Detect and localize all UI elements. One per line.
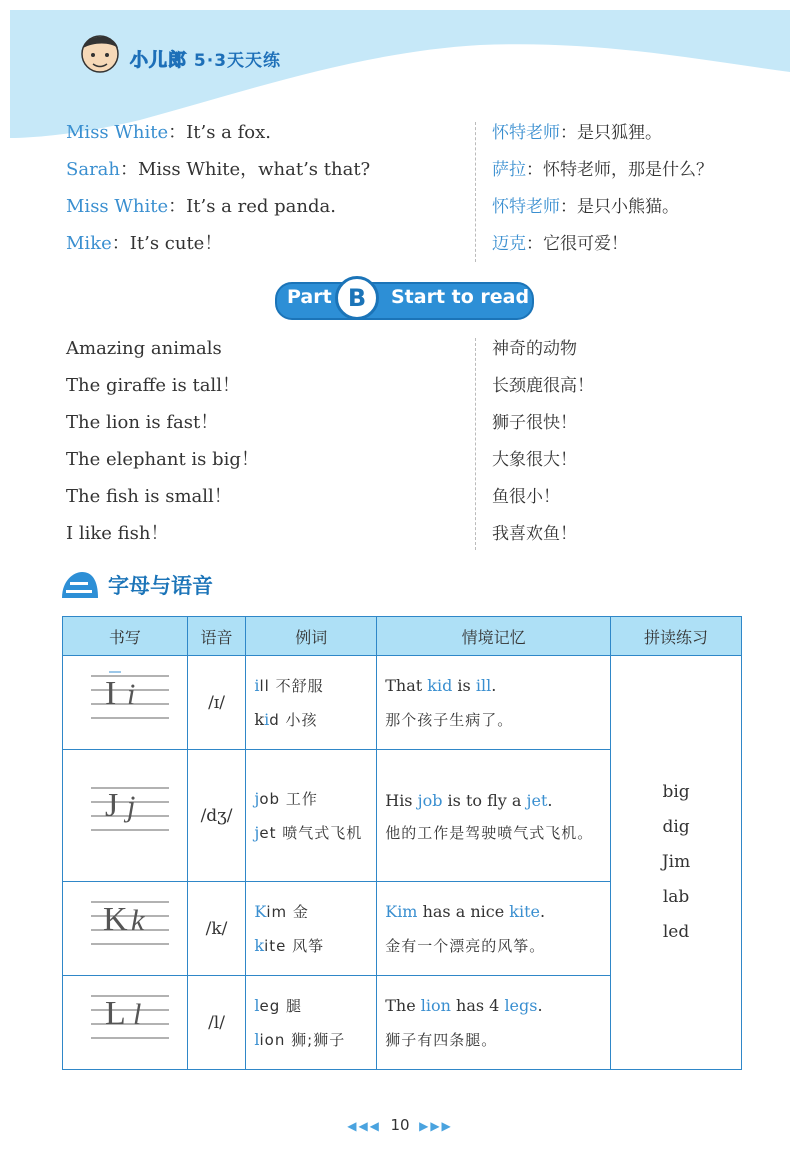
line-text-cn: ：怀特老师，那是什么？ — [526, 160, 713, 180]
handwriting-lines-icon — [65, 770, 185, 850]
line-text: ：It’s cute！ — [111, 233, 223, 254]
reading-en: The giraffe is tall！ — [66, 375, 240, 396]
memory-cn: 狮子有四条腿。 — [385, 1030, 498, 1049]
reading-cn: 鱼很小！ — [492, 487, 560, 507]
reading-cn: 长颈鹿很高！ — [492, 376, 594, 396]
memory-highlight: legs — [504, 995, 538, 1015]
speaker-name-cn: 怀特老师 — [492, 197, 560, 217]
writing-cell — [63, 882, 188, 976]
memory-text: The — [385, 995, 421, 1015]
line-text: ：It’s a fox. — [168, 122, 271, 143]
dialogue-section — [66, 118, 746, 266]
arrows-right-icon: ▶▶▶ — [419, 1119, 453, 1133]
memory-text: . — [540, 901, 546, 921]
example-rest: im 金 — [266, 902, 309, 921]
header-writing: 书写 — [63, 617, 188, 656]
memory-cell — [377, 882, 611, 976]
examples-cell — [246, 750, 377, 882]
handwriting-lines-icon — [65, 982, 185, 1052]
example-rest: et 喷气式飞机 — [259, 823, 363, 842]
memory-text: . — [537, 995, 543, 1015]
reading-line — [66, 371, 746, 408]
letter-lower: k — [130, 903, 145, 937]
spelling-word: Jim — [661, 852, 691, 872]
memory-text: is — [452, 675, 476, 695]
reading-line — [66, 445, 746, 482]
table-header-row — [63, 617, 742, 656]
memory-cn: 金有一个漂亮的风筝。 — [385, 936, 546, 955]
spelling-word: dig — [662, 817, 690, 837]
reading-line — [66, 334, 746, 371]
reading-cn: 大象很大！ — [492, 450, 577, 470]
page-number-text: 10 — [390, 1116, 410, 1134]
part-letter: B — [335, 276, 379, 320]
reading-cn: 我喜欢鱼！ — [492, 524, 577, 544]
speaker-name-cn: 怀特老师 — [492, 123, 560, 143]
writing-cell — [63, 750, 188, 882]
dialogue-line — [66, 229, 746, 266]
spelling-cell — [611, 656, 742, 1070]
reading-en: The fish is small！ — [66, 486, 232, 507]
letter-upper: J — [104, 786, 119, 824]
memory-highlight: lion — [420, 995, 451, 1015]
phonetic-cell: /k/ — [187, 882, 246, 976]
writing-cell — [63, 656, 188, 750]
handwriting-lines-icon — [65, 888, 185, 958]
memory-cn: 他的工作是驾驶喷气式飞机。 — [385, 823, 594, 842]
line-text-cn: ：它很可爱！ — [526, 234, 628, 254]
example-highlight: j — [254, 788, 260, 808]
reading-en: Amazing animals — [66, 338, 222, 359]
header-examples: 例词 — [246, 617, 377, 656]
memory-highlight: Kim — [385, 901, 418, 921]
example-plain: k — [254, 709, 265, 729]
line-text-cn: ：是只小熊猫。 — [560, 197, 679, 217]
example-highlight: l — [254, 1029, 260, 1049]
memory-highlight: kid — [427, 675, 453, 695]
speaker-name: Miss White — [66, 196, 169, 217]
reading-cn: 狮子很快！ — [492, 413, 577, 433]
memory-text: is to fly a — [442, 790, 527, 810]
phonetic-cell: /dʒ/ — [187, 750, 246, 882]
letter-lower: j — [126, 789, 136, 823]
memory-cell — [377, 976, 611, 1070]
letter-lower: l — [132, 997, 142, 1031]
memory-highlight: kite — [509, 901, 540, 921]
line-text: ：Miss White，what’s that? — [120, 159, 371, 180]
letter-upper: L — [104, 994, 126, 1032]
reading-en: I like fish！ — [66, 523, 169, 544]
page-number — [0, 1116, 800, 1134]
line-text: ：It’s a red panda. — [168, 196, 336, 217]
example-highlight: j — [254, 822, 260, 842]
part-title: Start to read — [391, 286, 530, 308]
memory-text: has a nice — [417, 901, 510, 921]
writing-cell — [63, 976, 188, 1070]
reading-line — [66, 519, 746, 556]
example-highlight: i — [264, 709, 270, 729]
section-title-text: 字母与语音 — [108, 574, 213, 598]
part-label: Part — [287, 286, 332, 308]
speaker-name: Sarah — [66, 159, 120, 180]
example-rest: ion 狮;狮子 — [259, 1030, 346, 1049]
example-rest: eg 腿 — [259, 996, 303, 1015]
example-highlight: i — [254, 675, 260, 695]
memory-highlight: job — [417, 790, 443, 810]
examples-cell — [246, 976, 377, 1070]
example-highlight: k — [254, 935, 265, 955]
arrows-left-icon: ◀◀◀ — [347, 1119, 381, 1133]
examples-cell — [246, 882, 377, 976]
header-spelling: 拼读练习 — [611, 617, 742, 656]
speaker-name: Mike — [66, 233, 112, 254]
spelling-word: big — [662, 782, 690, 802]
letter-upper: K — [102, 900, 128, 938]
brand-series: 5·3天天练 — [193, 51, 282, 71]
header-phonetic: 语音 — [187, 617, 246, 656]
dialogue-line — [66, 155, 746, 192]
dialogue-line — [66, 118, 746, 155]
brand-title — [130, 46, 281, 72]
memory-cell — [377, 750, 611, 882]
spelling-word: lab — [662, 887, 690, 907]
example-rest: ob 工作 — [259, 789, 318, 808]
example-highlight: l — [254, 995, 260, 1015]
memory-highlight: jet — [526, 790, 548, 810]
line-text-cn: ：是只狐狸。 — [560, 123, 662, 143]
phonetic-cell: /l/ — [187, 976, 246, 1070]
phonetic-cell: /ɪ/ — [187, 656, 246, 750]
reading-line — [66, 408, 746, 445]
handwriting-lines-icon — [65, 662, 185, 732]
speaker-name: Miss White — [66, 122, 169, 143]
letter-sound-table — [62, 616, 742, 1070]
header-memory: 情境记忆 — [377, 617, 611, 656]
example-rest: ite 风筝 — [264, 936, 325, 955]
table-row — [63, 656, 742, 750]
reading-en: The lion is fast！ — [66, 412, 219, 433]
speaker-name-cn: 萨拉 — [492, 160, 526, 180]
memory-text: . — [491, 675, 497, 695]
example-rest: ll 不舒服 — [259, 676, 324, 695]
letter-lower: i — [126, 677, 136, 711]
brand-name: 小儿郎 — [130, 50, 187, 71]
section-two-icon — [60, 570, 100, 600]
examples-cell — [246, 656, 377, 750]
example-rest: d 小孩 — [269, 710, 318, 729]
reading-line — [66, 482, 746, 519]
dialogue-line — [66, 192, 746, 229]
memory-text: His — [385, 790, 418, 810]
mascot-icon — [78, 30, 122, 78]
speaker-name-cn: 迈克 — [492, 234, 526, 254]
memory-cn: 那个孩子生病了。 — [385, 710, 514, 729]
reading-en: The elephant is big！ — [66, 449, 259, 470]
memory-cell — [377, 656, 611, 750]
reading-section — [66, 334, 746, 556]
memory-text: . — [547, 790, 553, 810]
spelling-word: led — [662, 922, 690, 942]
memory-text: That — [385, 675, 428, 695]
memory-highlight: ill — [475, 675, 492, 695]
reading-cn: 神奇的动物 — [492, 339, 577, 359]
letter-upper: I — [104, 674, 117, 712]
memory-text: has 4 — [450, 995, 505, 1015]
example-highlight: K — [254, 901, 267, 921]
